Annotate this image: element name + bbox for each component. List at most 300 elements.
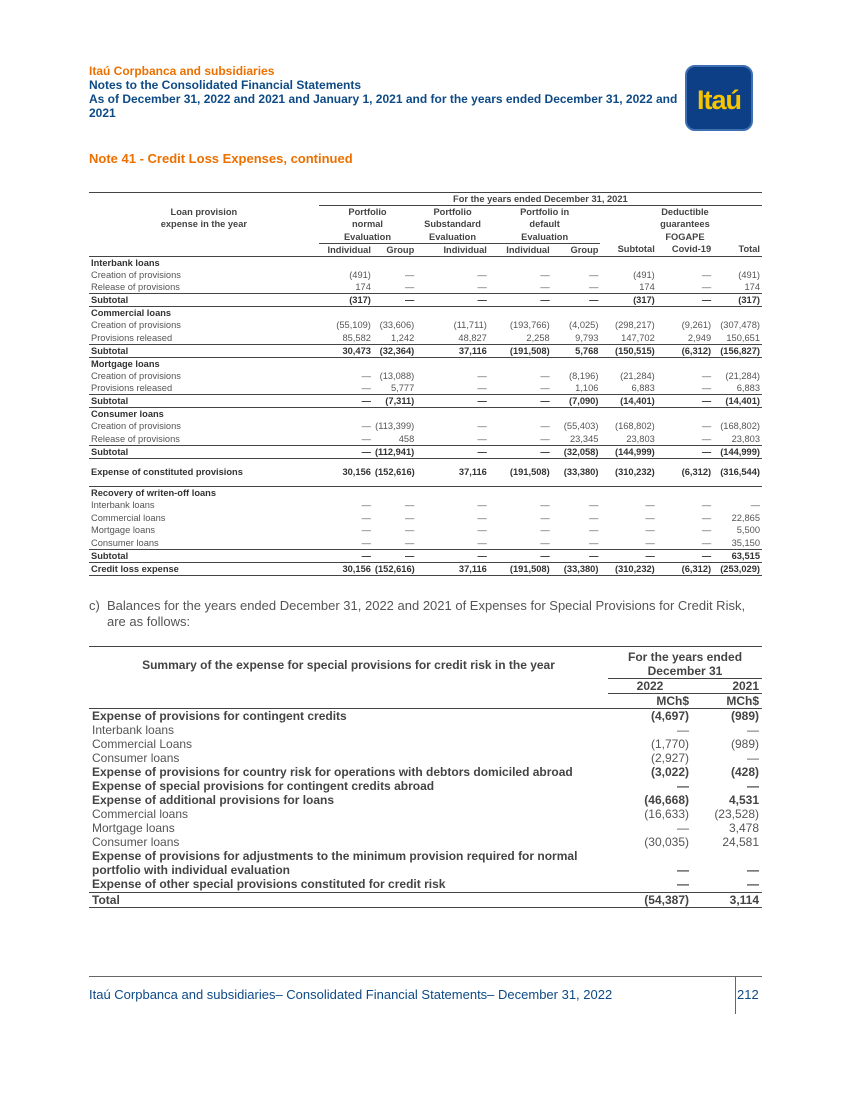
footer-rule	[89, 976, 762, 977]
cell-value: —	[657, 395, 713, 408]
col-header: Individual	[489, 243, 552, 256]
group-subst-l1: Portfolio	[433, 207, 472, 217]
row-label: Creation of provisions	[91, 320, 181, 331]
table-row	[89, 512, 762, 525]
cell-value: —	[361, 421, 371, 432]
cell-value: —	[540, 383, 550, 393]
row-label: Creation of provisions	[91, 421, 181, 432]
table-row	[89, 779, 762, 793]
col-header: Total	[713, 243, 762, 256]
row-label: Mortgage loans	[91, 525, 156, 536]
cell-value: —	[540, 282, 550, 292]
table1-body	[89, 256, 762, 575]
table-row	[89, 499, 762, 512]
cell-value: —	[489, 395, 552, 408]
cell-value: (144,999)	[600, 445, 656, 458]
cell-value: (989)	[731, 737, 760, 751]
cell-value: (7,090)	[552, 395, 601, 408]
cell-value: —	[701, 512, 712, 523]
table-row	[89, 835, 762, 849]
col-header: Covid-19	[657, 243, 713, 256]
cell-value: 5,500	[736, 525, 760, 536]
cell-value: (8,196)	[568, 370, 599, 381]
cell-value: —	[701, 525, 712, 536]
section-row	[89, 357, 762, 370]
cell-value: (13,088)	[379, 370, 415, 381]
cell-value: —	[645, 500, 655, 511]
cell-value: (3,022)	[650, 765, 689, 779]
row-label: Expense of constituted provisions	[91, 467, 243, 478]
cell-value: —	[677, 863, 689, 877]
header-period: As of December 31, 2022 and 2021 and January 1, 2021 and for the years ended December 31, 2022 and 2021	[89, 92, 678, 120]
cell-value: —	[701, 500, 712, 511]
table-row	[89, 821, 762, 835]
special-provisions-summary-table	[89, 646, 762, 908]
cell-value: (191,508)	[489, 562, 552, 575]
cell-value: (2,927)	[650, 751, 689, 765]
cell-value: (4,697)	[650, 709, 689, 723]
table-row	[89, 537, 762, 550]
cell-value: —	[589, 512, 599, 523]
cell-value: —	[319, 549, 373, 562]
cell-value: (168,802)	[720, 421, 760, 432]
section-label: Consumer loans	[91, 409, 164, 419]
table-row	[89, 294, 762, 307]
table-row	[89, 793, 762, 807]
group-normal-l3: Evaluation	[319, 231, 417, 244]
cell-value: (54,387)	[608, 893, 692, 908]
table-row	[89, 765, 762, 779]
cell-value: 30,156	[319, 562, 373, 575]
period-l2: December 31	[608, 664, 762, 679]
cell-value: —	[540, 370, 550, 381]
cell-value: —	[677, 779, 689, 793]
cell-value: (316,544)	[720, 467, 760, 478]
row-label: Commercial loans	[91, 512, 166, 523]
itau-logo	[685, 65, 753, 131]
cell-value: (9,261)	[681, 320, 712, 331]
row-label: Subtotal	[89, 344, 319, 357]
table-row	[89, 445, 762, 458]
cell-value: (16,633)	[644, 807, 689, 821]
section-label: Interbank loans	[91, 257, 160, 268]
cell-value: 3,478	[728, 821, 760, 835]
group-default-l1: Portfolio in	[520, 207, 570, 217]
cell-value: 1,242	[390, 332, 415, 343]
table-row	[89, 849, 762, 877]
cell-value: 30,473	[319, 344, 373, 357]
group-fogape-l3: FOGAPE	[665, 231, 705, 242]
cell-value: (4,025)	[568, 320, 599, 331]
group-fogape-l1: Deductible	[661, 207, 709, 217]
cell-value: —	[540, 269, 550, 280]
cell-value: —	[404, 537, 415, 548]
row-label: Subtotal	[89, 395, 319, 408]
group-default-l3: Evaluation	[489, 231, 601, 244]
row-label: Provisions released	[91, 383, 173, 393]
cell-value: —	[477, 370, 487, 381]
table-row	[89, 344, 762, 357]
cell-value: 458	[398, 433, 415, 444]
cell-value: —	[477, 269, 487, 280]
cell-value: 4,531	[728, 793, 760, 807]
cell-value: —	[540, 433, 550, 444]
footer-text: Itaú Corpbanca and subsidiaries– Consolidated Financial Statements– December 31, 2022	[89, 987, 613, 1002]
cell-value: —	[552, 549, 601, 562]
cell-value: —	[319, 445, 373, 458]
cell-value: —	[701, 383, 712, 393]
unit-2021: MCh$	[692, 694, 762, 709]
cell-value: 37,116	[416, 562, 489, 575]
cell-value: 147,702	[621, 332, 655, 343]
cell-value: 30,156	[342, 467, 371, 478]
row-header-l1: Loan provision	[170, 206, 238, 217]
row-label: Subtotal	[89, 294, 319, 307]
table-row	[89, 269, 762, 282]
cell-value: (310,232)	[614, 467, 655, 478]
cell-value: —	[589, 537, 599, 548]
cell-value: —	[657, 549, 713, 562]
company-name: Itaú Corpbanca and subsidiaries	[89, 64, 275, 78]
row-label: Interbank loans	[91, 500, 155, 511]
cell-value: —	[477, 433, 487, 444]
cell-value: —	[701, 269, 712, 280]
spacer-row	[89, 458, 762, 466]
cell-value: —	[589, 500, 599, 511]
table-row	[89, 709, 762, 724]
row-label: Credit loss expense	[89, 562, 319, 575]
cell-value: 23,803	[626, 433, 655, 444]
cell-value: —	[416, 549, 489, 562]
cell-value: —	[747, 877, 760, 891]
cell-value: —	[477, 421, 487, 432]
group-subst-l3: Evaluation	[416, 231, 489, 244]
col-header: Group	[552, 243, 601, 256]
year-2021: 2021	[692, 679, 762, 694]
table-row	[89, 281, 762, 294]
row-label: Expense of additional provisions for loans	[92, 793, 335, 807]
cell-value: —	[657, 445, 713, 458]
paragraph-label: c)	[89, 598, 100, 613]
col-header: Individual	[319, 243, 373, 256]
cell-value: (152,616)	[374, 467, 415, 478]
cell-value: 37,116	[458, 467, 487, 478]
row-label: Consumer loans	[92, 751, 180, 765]
table-row	[89, 370, 762, 383]
cell-value: (6,312)	[681, 467, 712, 478]
unit-2022: MCh$	[608, 694, 692, 709]
cell-value: (150,515)	[600, 344, 656, 357]
cell-value: (491)	[633, 269, 655, 280]
cell-value: (253,029)	[713, 562, 762, 575]
paragraph-text: Balances for the years ended December 31, 2022 and 2021 of Expenses for Special Provisions for Credit Risk, are as follows:	[107, 598, 746, 629]
table-row	[89, 319, 762, 332]
cell-value: —	[645, 512, 655, 523]
provision-expense-table-2021	[89, 192, 762, 576]
cell-value: —	[361, 512, 371, 523]
cell-value: 22,865	[731, 512, 760, 523]
cell-value: —	[416, 294, 489, 307]
cell-value: —	[404, 269, 415, 280]
cell-value: —	[477, 282, 487, 292]
cell-value: —	[477, 537, 487, 548]
col-header: Subtotal	[600, 243, 656, 256]
cell-value: (307,478)	[720, 320, 760, 331]
cell-value: —	[361, 537, 371, 548]
cell-value: —	[552, 294, 601, 307]
cell-value: (55,403)	[563, 421, 599, 432]
row-label: Consumer loans	[92, 835, 180, 849]
cell-value: 9,793	[575, 332, 599, 343]
cell-value: —	[373, 549, 416, 562]
cell-value: (32,364)	[373, 344, 416, 357]
cell-value: —	[540, 421, 550, 432]
cell-value: —	[404, 525, 415, 536]
section-label: Mortgage loans	[91, 358, 160, 369]
cell-value: —	[677, 877, 689, 891]
cell-value: (317)	[319, 294, 373, 307]
section-row	[89, 307, 762, 320]
cell-value: —	[361, 383, 371, 393]
cell-value: (193,766)	[509, 320, 550, 331]
table-row	[89, 332, 762, 345]
row-label: Expense of provisions for contingent credits	[92, 709, 347, 723]
group-subst-l2: Substandard	[424, 219, 481, 230]
cell-value: —	[540, 525, 550, 536]
row-label: Commercial loans	[92, 807, 189, 821]
section-row	[89, 256, 762, 269]
cell-value: —	[701, 421, 712, 432]
cell-value: —	[701, 282, 712, 292]
cell-value: —	[657, 294, 713, 307]
table-row	[89, 562, 762, 575]
cell-value: (23,528)	[714, 807, 760, 821]
cell-value: —	[477, 525, 487, 536]
cell-value: (33,380)	[552, 562, 601, 575]
row-label: Creation of provisions	[91, 269, 181, 280]
cell-value: —	[477, 512, 487, 523]
cell-value: (33,380)	[563, 467, 599, 478]
cell-value: (491)	[349, 269, 371, 280]
cell-value: —	[589, 525, 599, 536]
group-default-l2: default	[529, 219, 560, 230]
cell-value: —	[701, 537, 712, 548]
cell-value: —	[701, 370, 712, 381]
cell-value: (113,399)	[375, 421, 415, 432]
cell-value: (1,770)	[650, 737, 689, 751]
row-header-l2: expense in the year	[160, 219, 248, 230]
cell-value: (144,999)	[713, 445, 762, 458]
cell-value: —	[361, 500, 371, 511]
spacer-row	[89, 479, 762, 487]
row-label: Expense of provisions for country risk for operations with debtors domiciled abroad	[92, 765, 573, 779]
cell-value: (14,401)	[713, 395, 762, 408]
row-label: Consumer loans	[91, 537, 159, 548]
cell-value: —	[319, 395, 373, 408]
cell-value: —	[477, 500, 487, 511]
cell-value: (191,508)	[489, 344, 552, 357]
cell-value: 174	[355, 282, 371, 292]
table-row	[89, 395, 762, 408]
section-row	[89, 487, 762, 500]
cell-value: —	[489, 294, 552, 307]
cell-value: —	[677, 723, 689, 737]
cell-value: (46,668)	[644, 793, 689, 807]
cell-value: 63,515	[713, 549, 762, 562]
col-header: Group	[373, 243, 416, 256]
cell-value: —	[489, 549, 552, 562]
table-row	[89, 466, 762, 479]
table-row	[89, 524, 762, 537]
cell-value: (6,312)	[657, 344, 713, 357]
cell-value: (33,606)	[379, 320, 415, 331]
cell-value: (156,827)	[713, 344, 762, 357]
table-row	[89, 751, 762, 765]
cell-value: (21,284)	[620, 370, 655, 381]
cell-value: —	[645, 525, 655, 536]
cell-value: —	[589, 282, 599, 292]
cell-value: —	[361, 525, 371, 536]
cell-value: —	[589, 269, 599, 280]
cell-value: —	[540, 512, 550, 523]
row-label: Release of provisions	[91, 282, 180, 292]
cell-value: —	[404, 282, 415, 292]
cell-value: 174	[744, 282, 760, 292]
cell-value: (30,035)	[644, 835, 689, 849]
cell-value: 37,116	[416, 344, 489, 357]
cell-value: 24,581	[722, 835, 760, 849]
logo-text: Itaú	[696, 85, 741, 115]
row-label: Subtotal	[89, 549, 319, 562]
cell-value: —	[645, 537, 655, 548]
group-fogape-l2: guarantees	[660, 219, 710, 230]
row-label: Expense of special provisions for contingent credits abroad	[92, 779, 435, 793]
row-label: Subtotal	[89, 445, 319, 458]
cell-value: —	[747, 779, 760, 793]
col-header: Individual	[416, 243, 489, 256]
cell-value: (168,802)	[614, 421, 655, 432]
cell-value: (6,312)	[657, 562, 713, 575]
cell-value: (55,109)	[336, 320, 371, 331]
cell-value: 6,883	[736, 383, 760, 393]
cell-value: 48,827	[458, 332, 487, 343]
cell-value: 174	[639, 282, 655, 292]
row-label: Provisions released	[91, 332, 173, 343]
cell-value: (191,508)	[509, 467, 550, 478]
cell-value: (310,232)	[600, 562, 656, 575]
page-header	[89, 64, 689, 120]
cell-value: 85,582	[342, 332, 371, 343]
header-subtitle: Notes to the Consolidated Financial Statements	[89, 78, 362, 92]
cell-value: 2,258	[526, 332, 550, 343]
row-label: Interbank loans	[92, 723, 175, 737]
cell-value: —	[416, 445, 489, 458]
table-row	[89, 433, 762, 446]
table-row	[89, 382, 762, 395]
cell-value: 5,777	[390, 383, 415, 393]
section-label: Commercial loans	[91, 308, 172, 318]
cell-value: —	[701, 433, 712, 444]
cell-value: 6,883	[631, 383, 655, 393]
table2-body	[89, 709, 762, 908]
table-row	[89, 420, 762, 433]
cell-value: —	[404, 512, 415, 523]
group-normal-l1: Portfolio	[348, 207, 387, 217]
cell-value: 150,651	[726, 332, 760, 343]
cell-value: —	[677, 821, 689, 835]
cell-value: (21,284)	[725, 370, 760, 381]
cell-value: —	[747, 863, 760, 877]
row-label: Total	[89, 893, 608, 908]
cell-value: (317)	[600, 294, 656, 307]
cell-value: —	[540, 537, 550, 548]
group-normal-l2: normal	[351, 219, 383, 230]
cell-value: (152,616)	[374, 563, 415, 574]
cell-value: —	[747, 723, 760, 737]
row-label: Release of provisions	[91, 433, 180, 444]
summary-title: Summary of the expense for special provisions for credit risk in the year	[89, 647, 608, 679]
cell-value: —	[404, 500, 415, 511]
cell-value: (7,311)	[373, 395, 416, 408]
cell-value: —	[489, 445, 552, 458]
cell-value: (317)	[713, 294, 762, 307]
cell-value: 2,949	[687, 332, 712, 343]
cell-value: (298,217)	[614, 320, 655, 331]
period-l1: For the years ended	[608, 647, 762, 665]
cell-value: (989)	[731, 709, 760, 723]
cell-value: 35,150	[731, 537, 760, 548]
row-label: Commercial Loans	[92, 737, 193, 751]
table-row	[89, 549, 762, 562]
cell-value: —	[477, 383, 487, 393]
cell-value: —	[540, 500, 550, 511]
cell-value: —	[747, 751, 760, 765]
footer-divider	[735, 976, 736, 1014]
table-row	[89, 737, 762, 751]
cell-value: —	[361, 433, 371, 444]
page-number: 212	[737, 987, 759, 1002]
row-label: Expense of other special provisions constituted for credit risk	[92, 877, 446, 891]
cell-value: (32,058)	[552, 445, 601, 458]
cell-value: 5,768	[552, 344, 601, 357]
table-row	[89, 807, 762, 821]
cell-value: (428)	[731, 765, 760, 779]
cell-value: 23,345	[570, 433, 599, 444]
section-label: Recovery of writen-off loans	[91, 488, 217, 498]
table-row	[89, 877, 762, 893]
section-row	[89, 408, 762, 421]
cell-value: 1,106	[575, 383, 599, 393]
row-label: Creation of provisions	[91, 370, 181, 381]
table-row	[89, 723, 762, 737]
row-label: Mortgage loans	[92, 821, 175, 835]
period-header: For the years ended December 31, 2021	[319, 193, 762, 206]
year-2022: 2022	[608, 679, 692, 694]
cell-value: (491)	[738, 269, 760, 280]
cell-value: —	[373, 294, 416, 307]
cell-value: —	[600, 549, 656, 562]
cell-value: (11,711)	[453, 320, 487, 331]
cell-value: —	[361, 370, 371, 381]
table-row	[89, 893, 762, 908]
row-label: Expense of provisions for adjustments to the minimum provision required for normal portfolio with individual evaluation	[92, 849, 578, 877]
note-title: Note 41 - Credit Loss Expenses, continued	[89, 151, 353, 166]
cell-value: 3,114	[692, 893, 762, 908]
cell-value: —	[750, 500, 760, 511]
cell-value: 23,803	[731, 433, 760, 444]
cell-value: —	[416, 395, 489, 408]
cell-value: (112,941)	[373, 445, 416, 458]
